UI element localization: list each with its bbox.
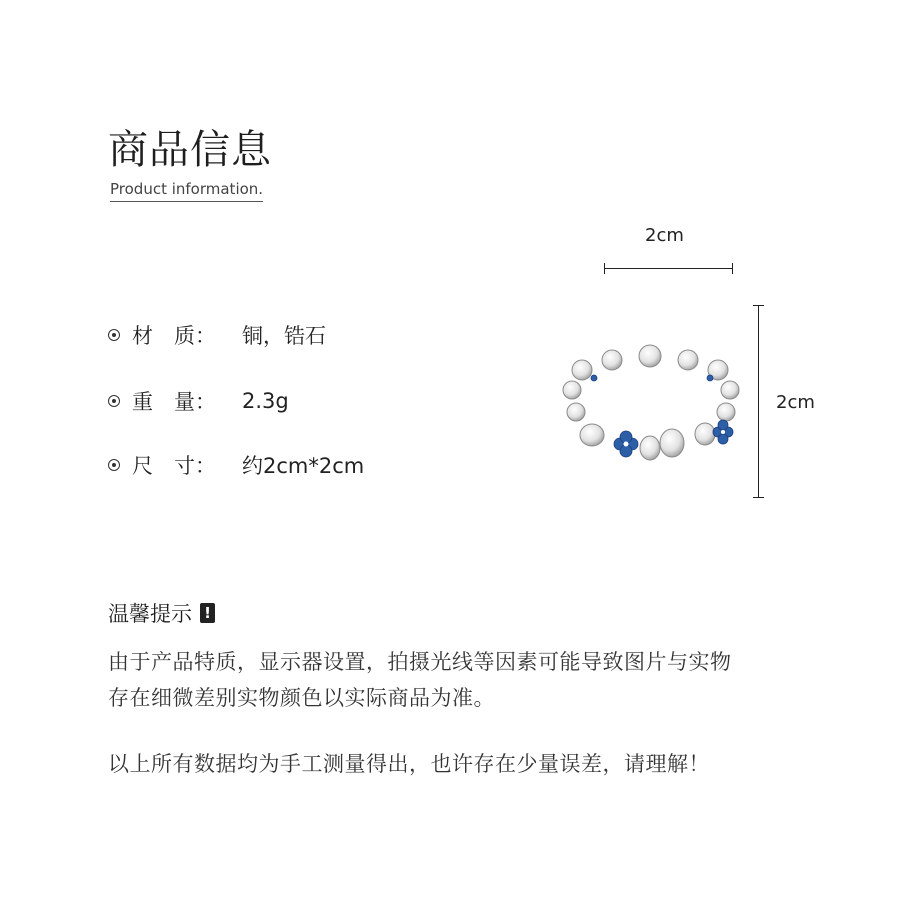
tips-heading	[108, 598, 215, 628]
width-dimension-label: 2cm	[645, 225, 684, 246]
tips-line-3: 以上所有数据均为手工测量得出，也许存在少量误差，请理解！	[108, 752, 710, 776]
height-dimension-label: 2cm	[776, 392, 815, 413]
width-dimension-line	[604, 268, 733, 269]
spec-material	[108, 320, 326, 350]
target-bullet-icon	[108, 395, 120, 407]
spec-label: 重 量：	[132, 390, 216, 414]
target-bullet-icon	[108, 329, 120, 341]
spec-label: 材 质：	[132, 324, 216, 348]
page-title: 商品信息	[108, 127, 272, 173]
ring-product-image	[550, 330, 750, 480]
height-dimension-line	[758, 305, 759, 498]
spec-size	[108, 450, 364, 480]
tips-title: 温馨提示	[108, 602, 192, 626]
tips-line-1: 由于产品特质，显示器设置，拍摄光线等因素可能导致图片与实物	[108, 650, 732, 674]
page-subtitle: Product information.	[110, 180, 263, 202]
tips-line-2: 存在细微差别实物颜色以实际商品为准。	[108, 686, 495, 710]
spec-label: 尺 寸：	[132, 454, 216, 478]
spec-value: 约2cm*2cm	[242, 454, 365, 478]
warning-icon: !	[200, 603, 215, 623]
spec-weight	[108, 386, 289, 416]
spec-value: 2.3g	[242, 389, 289, 413]
spec-value: 铜，锆石	[242, 324, 326, 348]
target-bullet-icon	[108, 459, 120, 471]
